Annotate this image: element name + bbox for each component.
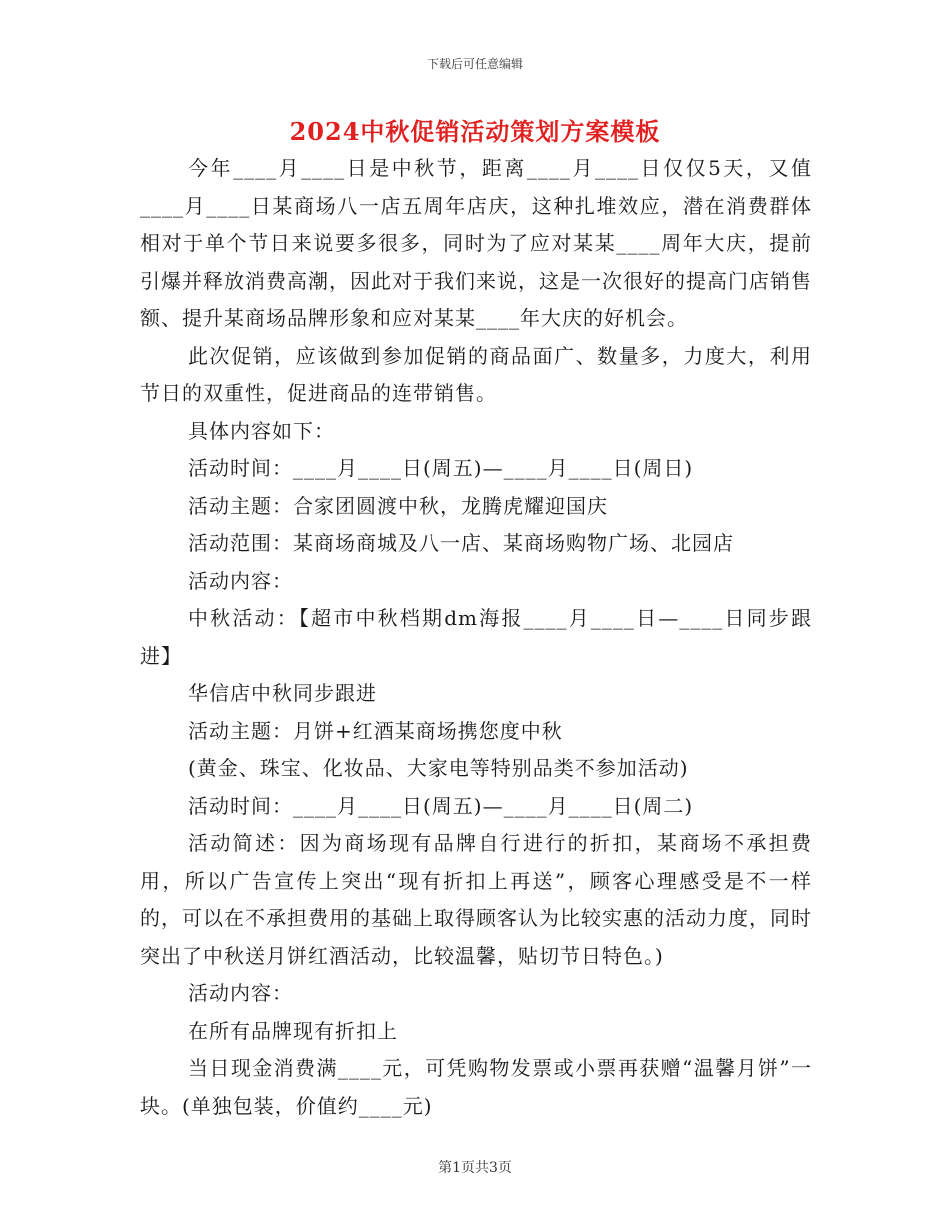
document-title: 2024中秋促销活动策划方案模板 <box>289 117 661 146</box>
paragraph-activity-content: 活动内容： <box>188 568 293 593</box>
paragraph-huaxin-store: 华信店中秋同步跟进 <box>188 681 377 705</box>
paragraph-intro: 今年____月____日是中秋节，距离____月____日仅仅5天，又值____月____日某商场八一店五周年店庆，这种扎堆效应，潜在消费群体相对于单个节日来说要多很多，同时为了应对某某____周年大庆，提前引爆并释放消费高潮，因此对于我们来说，这是一次很好的提高门店销售额、提升某商场品牌形象和应对某某____年大庆的好机会。 <box>140 156 812 330</box>
paragraph-midautumn-activity: 中秋活动：【超市中秋档期dm海报____月____日—____日同步跟进】 <box>140 606 812 668</box>
document-body <box>140 150 812 1125</box>
paragraph-mooncake-gift: 当日现金消费满____元，可凭购物发票或小票再获赠“温馨月饼”一块。(单独包装，价值约____元) <box>140 1056 812 1118</box>
page-header: 下载后可任意编辑 <box>426 57 523 71</box>
paragraph-activity-theme: 活动主题：合家团圆渡中秋，龙腾虎耀迎国庆 <box>188 493 608 518</box>
paragraph-exclusions: (黄金、珠宝、化妆品、大家电等特别品类不参加活动) <box>188 756 689 780</box>
page-footer: 第1页共3页 <box>438 1160 512 1176</box>
paragraph-activity-scope: 活动范围：某商场商城及八一店、某商场购物广场、北园店 <box>188 531 734 555</box>
paragraph-brand-discount: 在所有品牌现有折扣上 <box>188 1018 398 1043</box>
paragraph-activity-summary: 活动简述：因为商场现有品牌自行进行的折扣，某商场不承担费用，所以广告宣传上突出“现有折扣上再送”，顾客心理感受是不一样的，可以在不承担费用的基础上取得顾客认为比较实惠的活动力度，同时突出了中秋送月饼红酒活动，比较温馨，贴切节日特色。) <box>140 831 812 968</box>
paragraph-theme-2: 活动主题：月饼+红酒某商场携您度中秋 <box>188 718 563 743</box>
paragraph-activity-content-2: 活动内容： <box>188 981 293 1005</box>
paragraph-activity-time: 活动时间：____月____日(周五)—____月____日(周日) <box>188 456 694 480</box>
paragraph-details-heading: 具体内容如下： <box>188 418 335 443</box>
paragraph-promotion-goal: 此次促销，应该做到参加促销的商品面广、数量多，力度大，利用节日的双重性，促进商品的连带销售。 <box>140 343 812 405</box>
paragraph-activity-time-2: 活动时间：____月____日(周五)—____月____日(周二) <box>188 793 694 818</box>
